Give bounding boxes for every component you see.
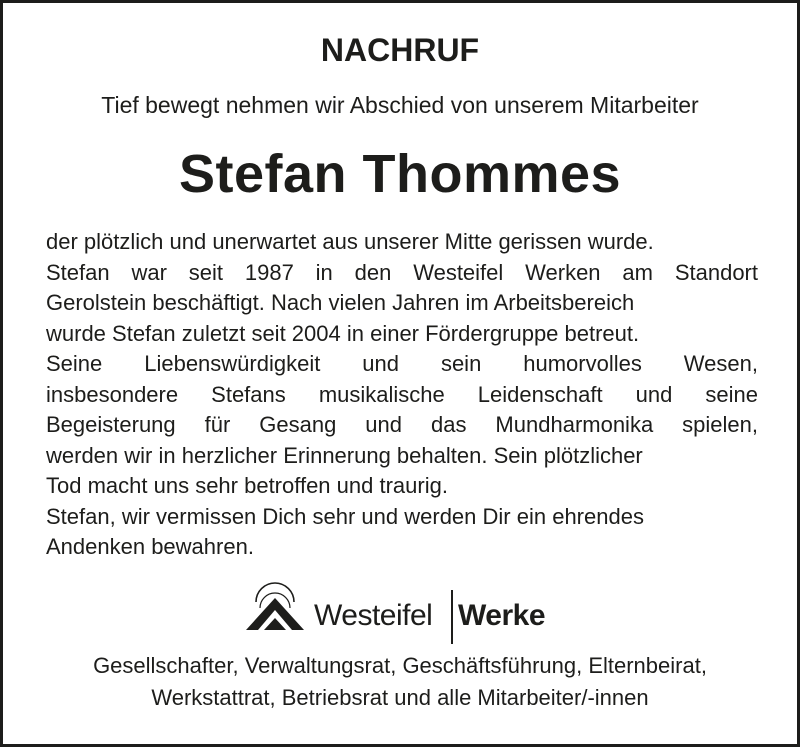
body-line: Stefan, wir vermissen Dich sehr und werden Dir ein ehrendes [46,503,644,529]
logo-brand-werke: Werke [458,599,546,632]
footer-line: Werkstattrat, Betriebsrat und alle Mitarbeiter/-innen [151,685,649,710]
notice-footer [0,650,800,714]
logo-brand-westeifel: Westeifel [314,599,433,632]
footer-line: Gesellschafter, Verwaltungsrat, Geschäftsführung, Elternbeirat, [93,653,707,678]
body-line: Andenken bewahren. [46,534,254,559]
mountain-sun-logo-icon [244,572,306,632]
westeifel-werke-logo [244,572,564,648]
body-line: Tod macht uns sehr betroffen und traurig. [46,473,448,498]
notice-body [46,227,758,563]
body-line: Seine Liebenswürdigkeit und sein humorvolles Wesen, [46,351,758,376]
body-line: werden wir in herzlicher Erinnerung behalten. Sein plötzlicher [46,442,643,468]
logo-divider [451,590,453,644]
body-line: Gerolstein beschäftigt. Nach vielen Jahren im Arbeitsbereich [46,290,635,315]
notice-intro: Tief bewegt nehmen wir Abschied von unserem Mitarbeiter [101,92,699,118]
body-line: der plötzlich und unerwartet aus unserer Mitte gerissen wurde. [46,229,654,254]
body-line: wurde Stefan zuletzt seit 2004 in einer Fördergruppe betreut. [46,320,640,346]
notice-title: NACHRUF [320,32,480,68]
body-line: Stefan war seit 1987 in den Westeifel Werken am Standort [46,259,758,285]
deceased-name: Stefan Thommes [178,144,622,204]
body-line: Begeisterung für Gesang und das Mundharmonika spielen, [46,412,758,437]
body-line: insbesondere Stefans musikalische Leidenschaft und seine [46,381,758,407]
